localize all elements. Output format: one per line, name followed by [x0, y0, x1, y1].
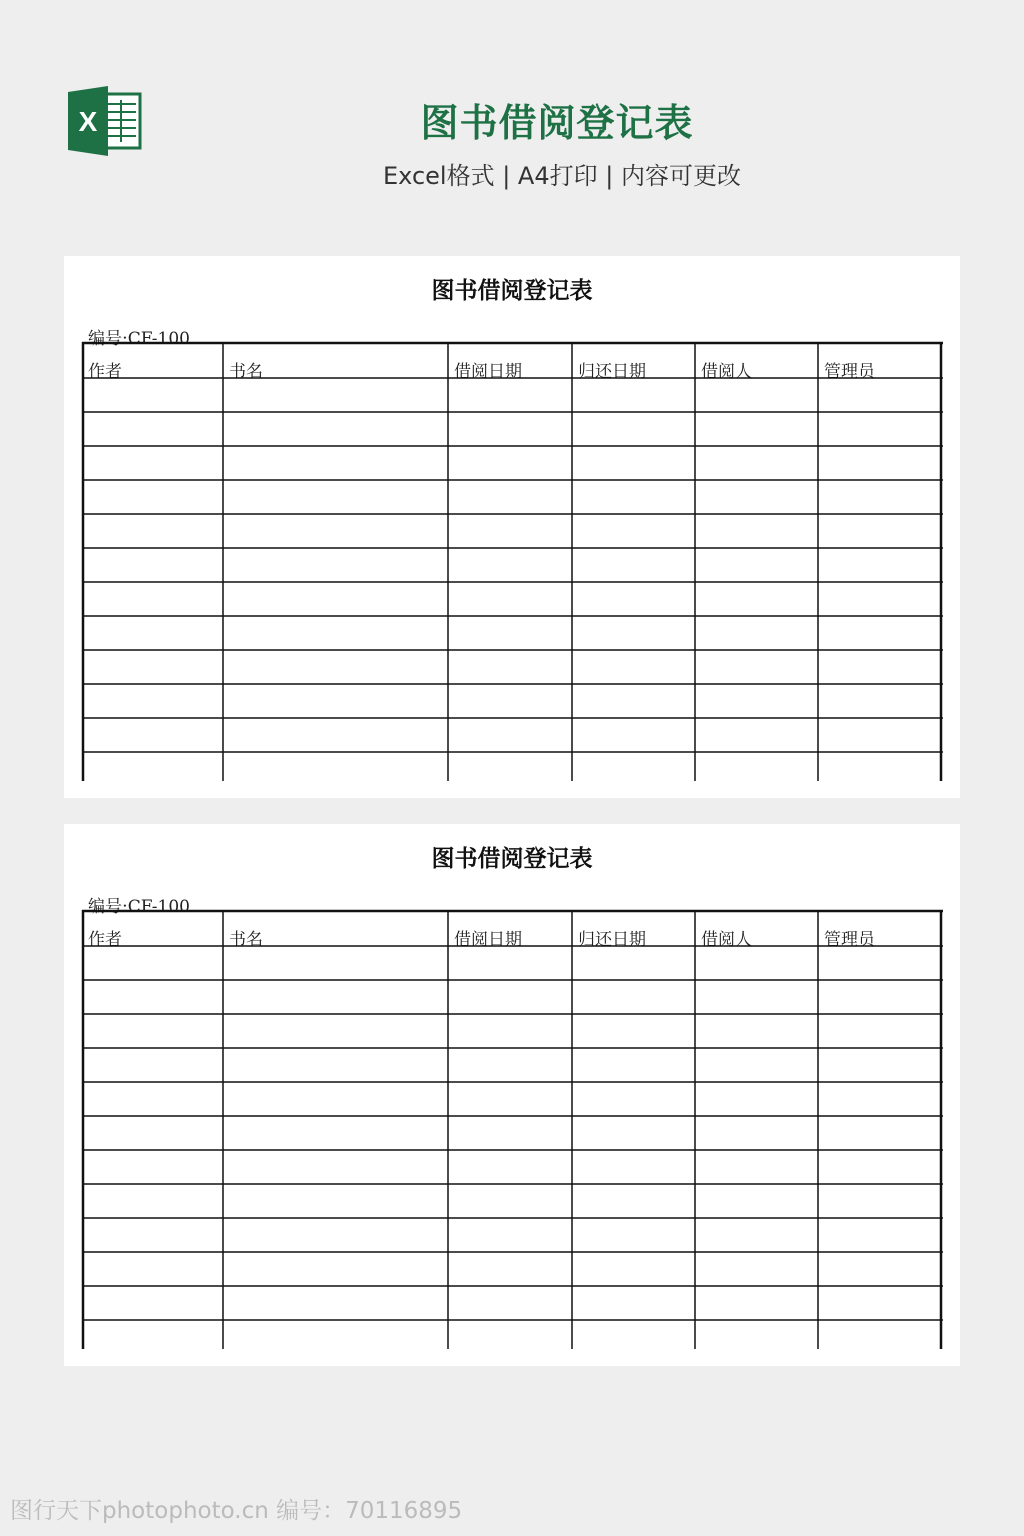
table-grid-lines [82, 342, 943, 781]
column-header-book-title: 书名 [229, 930, 263, 950]
sheet-title: 图书借阅登记表 [431, 845, 593, 872]
register-table [82, 342, 943, 781]
form-number: 编号:CF-100 [88, 897, 190, 917]
register-table [82, 910, 943, 1349]
column-header-borrow-date: 借阅日期 [454, 930, 522, 950]
column-header-borrower: 借阅人 [701, 930, 752, 950]
form-number: 编号:CF-100 [88, 329, 190, 349]
column-header-author: 作者 [88, 362, 122, 382]
column-header-librarian: 管理员 [824, 930, 875, 950]
column-header-return-date: 归还日期 [578, 362, 646, 382]
column-header-borrower: 借阅人 [701, 362, 752, 382]
page-title: 图书借阅登记表 [420, 101, 694, 145]
page-subtitle: Excel格式 | A4打印 | 内容可更改 [383, 162, 741, 190]
watermark: 图行天下photophoto.cn 编号：70116895 [10, 1498, 463, 1524]
excel-logo-letter: X [78, 106, 98, 137]
column-header-borrow-date: 借阅日期 [454, 362, 522, 382]
form-sheet-1 [64, 256, 960, 798]
table-grid-lines [82, 910, 943, 1349]
column-header-librarian: 管理员 [824, 362, 875, 382]
column-header-book-title: 书名 [229, 362, 263, 382]
form-sheet-2 [64, 824, 960, 1366]
column-header-return-date: 归还日期 [578, 930, 646, 950]
sheet-title: 图书借阅登记表 [431, 277, 593, 304]
column-header-author: 作者 [88, 930, 122, 950]
